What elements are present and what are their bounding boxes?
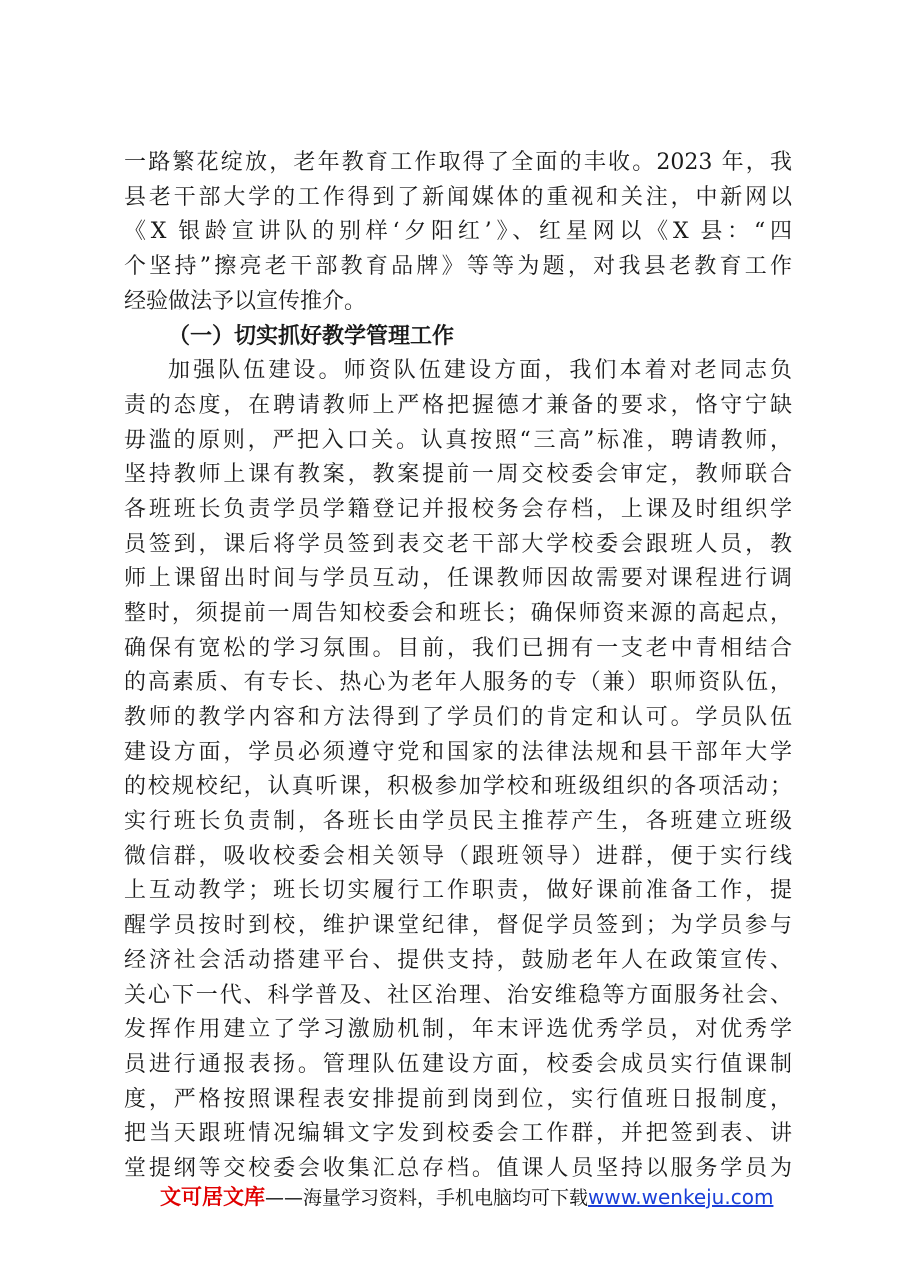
paragraph-line: 的校规校纪，认真听课，积极参加学校和班级组织的各项活动； [124, 774, 792, 800]
paragraph-line: 员签到，课后将学员签到表交老干部大学校委会跟班人员，教 [124, 531, 792, 557]
paragraph-line: 各班班长负责学员学籍登记并报校务会存档，上课及时组织学 [124, 496, 792, 522]
paragraph-line: 坚持教师上课有教案，教案提前一周交校委会审定，教师联合 [124, 462, 792, 488]
paragraph-line: 建设方面，学员必须遵守党和国家的法律法规和县干部年大学 [124, 739, 792, 765]
paragraph-line: 《X 银龄宣讲队的别样‘夕阳红’》、红星网以《X 县：“四 [124, 219, 792, 245]
paragraph-line: 加强队伍建设。师资队伍建设方面，我们本着对老同志负 [168, 358, 792, 384]
paragraph-line: 一路繁花绽放，老年教育工作取得了全面的丰收。2023 年，我 [124, 150, 792, 175]
paragraph-line: 毋滥的原则，严把入口关。认真按照“三高”标准，聘请教师， [124, 427, 792, 453]
paragraph-line: 教师的教学内容和方法得到了学员们的肯定和认可。学员队伍 [124, 705, 792, 730]
paragraph-line: 县老干部大学的工作得到了新闻媒体的重视和关注，中新网以 [124, 184, 792, 210]
footer-link[interactable]: www.wenkeju.com [588, 1185, 774, 1209]
paragraph-line: 责的态度，在聘请教师上严格把握德才兼备的要求，恪守宁缺 [124, 392, 792, 418]
paragraph-line: 发挥作用建立了学习激励机制，年末评选优秀学员，对优秀学 [124, 1017, 792, 1043]
paragraph-line: 员进行通报表扬。管理队伍建设方面，校委会成员实行值课制 [124, 1051, 792, 1077]
paragraph-line: 度，严格按照课程表安排提前到岗到位，实行值班日报制度， [124, 1086, 792, 1112]
paragraph-line: 上互动教学；班长切实履行工作职责，做好课前准备工作，提 [124, 878, 792, 904]
paragraph-line: 整时，须提前一周告知校委会和班长；确保师资来源的高起点， [124, 600, 792, 626]
paragraph-line: 微信群，吸收校委会相关领导（跟班领导）进群，便于实行线 [124, 843, 792, 869]
document-body [124, 146, 792, 1187]
paragraph-line: 关心下一代、科学普及、社区治理、治安维稳等方面服务社会、 [124, 982, 792, 1008]
paragraph-line: 经济社会活动搭建平台、提供支持，鼓励老年人在政策宣传、 [124, 947, 792, 973]
paragraph-line: 的高素质、有专长、热心为老年人服务的专（兼）职师资队伍， [124, 670, 792, 696]
page-footer [160, 1183, 800, 1212]
paragraph-line: 醒学员按时到校，维护课堂纪律，督促学员签到；为学员参与 [124, 913, 792, 939]
paragraph-line: 师上课留出时间与学员互动，任课教师因故需要对课程进行调 [124, 566, 792, 592]
paragraph-line: 个坚持”擦亮老干部教育品牌》等等为题，对我县老教育工作 [124, 254, 792, 280]
paragraph-line: 堂提纲等交校委会收集汇总存档。值课人员坚持以服务学员为 [124, 1155, 792, 1181]
footer-brand: 文可居文库 [160, 1185, 265, 1209]
paragraph-line: 实行班长负责制，各班长由学员民主推荐产生，各班建立班级 [124, 809, 792, 835]
footer-tagline: ——海量学习资料，手机电脑均可下载 [265, 1187, 589, 1209]
section-heading: （一）切实抓好教学管理工作 [168, 323, 455, 350]
paragraph-line: 确保有宽松的学习氛围。目前，我们已拥有一支老中青相结合 [124, 635, 792, 661]
paragraph-line: 把当天跟班情况编辑文字发到校委会工作群，并把签到表、讲 [124, 1121, 792, 1147]
paragraph-line: 经验做法予以宣传推介。 [124, 288, 367, 314]
